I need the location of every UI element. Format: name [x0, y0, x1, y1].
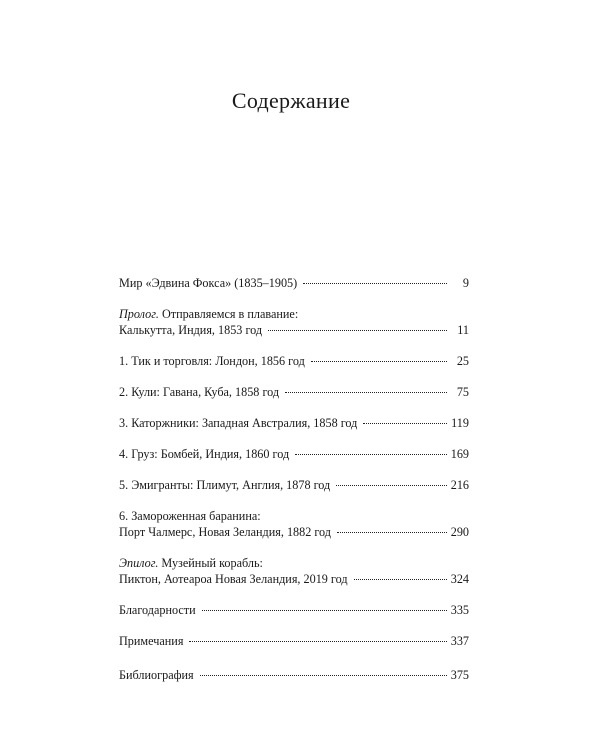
toc-entry-title: Благодарности — [119, 603, 196, 617]
toc-entry — [119, 353, 469, 369]
toc-page-number: 25 — [456, 354, 469, 368]
dot-leader — [354, 579, 447, 580]
toc-page-number: 335 — [450, 603, 469, 617]
dot-leader — [303, 283, 447, 284]
toc-entry-title: Порт Чалмерс, Новая Зеландия, 1882 год — [119, 525, 332, 539]
toc-entry-line — [119, 667, 469, 683]
toc-entry — [119, 508, 469, 540]
toc-page-number: 11 — [457, 323, 469, 337]
dot-leader — [202, 610, 447, 611]
toc-entry — [119, 667, 469, 683]
toc-entry-line — [119, 415, 469, 431]
toc-entry-line — [119, 275, 469, 291]
toc-entry-line — [119, 524, 469, 540]
toc-entry-line — [119, 322, 469, 338]
toc-entry-heading — [119, 306, 469, 322]
toc-entry — [119, 555, 469, 587]
toc-entry — [119, 602, 469, 618]
toc-entry-title: 1. Тик и торговля: Лондон, 1856 год — [119, 354, 305, 368]
toc-entry-line — [119, 602, 469, 618]
toc-entry-line — [119, 633, 469, 649]
table-of-contents — [119, 275, 469, 683]
toc-entry — [119, 446, 469, 462]
toc-entry-heading — [119, 508, 469, 524]
toc-entry-line — [119, 384, 469, 400]
toc-entry-line — [119, 353, 469, 369]
toc-entry-subtitle: Музейный корабль: — [158, 556, 263, 570]
toc-entry-title: 2. Кули: Гавана, Куба, 1858 год — [119, 385, 280, 399]
toc-entry-subtitle: Отправляемся в плавание: — [158, 307, 299, 321]
toc-page-number: 169 — [450, 447, 469, 461]
dot-leader — [336, 485, 446, 486]
dot-leader — [363, 423, 447, 424]
toc-entry-title: Мир «Эдвина Фокса» (1835–1905) — [119, 276, 298, 290]
dot-leader — [311, 361, 447, 362]
dot-leader — [200, 675, 447, 676]
toc-page-number: 75 — [456, 385, 469, 399]
toc-entry-line — [119, 571, 469, 587]
toc-entry-prefix: Эпилог. — [119, 556, 159, 570]
toc-entry-prefix: Пролог. — [119, 307, 159, 321]
dot-leader — [337, 532, 447, 533]
dot-leader — [295, 454, 447, 455]
dot-leader — [189, 641, 446, 642]
page-title: Содержание — [231, 88, 351, 113]
toc-entry-heading — [119, 555, 469, 571]
toc-entry-line — [119, 446, 469, 462]
toc-entry — [119, 633, 469, 649]
toc-entry — [119, 384, 469, 400]
toc-page-number: 375 — [450, 668, 469, 682]
toc-page-number: 290 — [450, 525, 469, 539]
toc-entry-title: Пиктон, Аотеароа Новая Зеландия, 2019 год — [119, 572, 348, 586]
toc-entry-title: Примечания — [119, 634, 184, 648]
dot-leader — [285, 392, 447, 393]
toc-page-number: 119 — [451, 416, 469, 430]
toc-page-number: 9 — [462, 276, 469, 290]
toc-entry-title: 4. Груз: Бомбей, Индия, 1860 год — [119, 447, 290, 461]
toc-entry-title: Библиография — [119, 668, 194, 682]
dot-leader — [268, 330, 447, 331]
toc-page-number: 216 — [450, 478, 469, 492]
toc-entry-title: 3. Каторжники: Западная Австралия, 1858 год — [119, 416, 358, 430]
toc-entry-title: Калькутта, Индия, 1853 год — [119, 323, 263, 337]
toc-entry — [119, 306, 469, 338]
toc-entry-subtitle: 6. Замороженная баранина: — [119, 509, 261, 523]
toc-entry — [119, 275, 469, 291]
toc-entry — [119, 477, 469, 493]
toc-page-number: 324 — [450, 572, 469, 586]
toc-entry-title: 5. Эмигранты: Плимут, Англия, 1878 год — [119, 478, 331, 492]
toc-page-number: 337 — [450, 634, 469, 648]
toc-entry-line — [119, 477, 469, 493]
toc-entry — [119, 415, 469, 431]
